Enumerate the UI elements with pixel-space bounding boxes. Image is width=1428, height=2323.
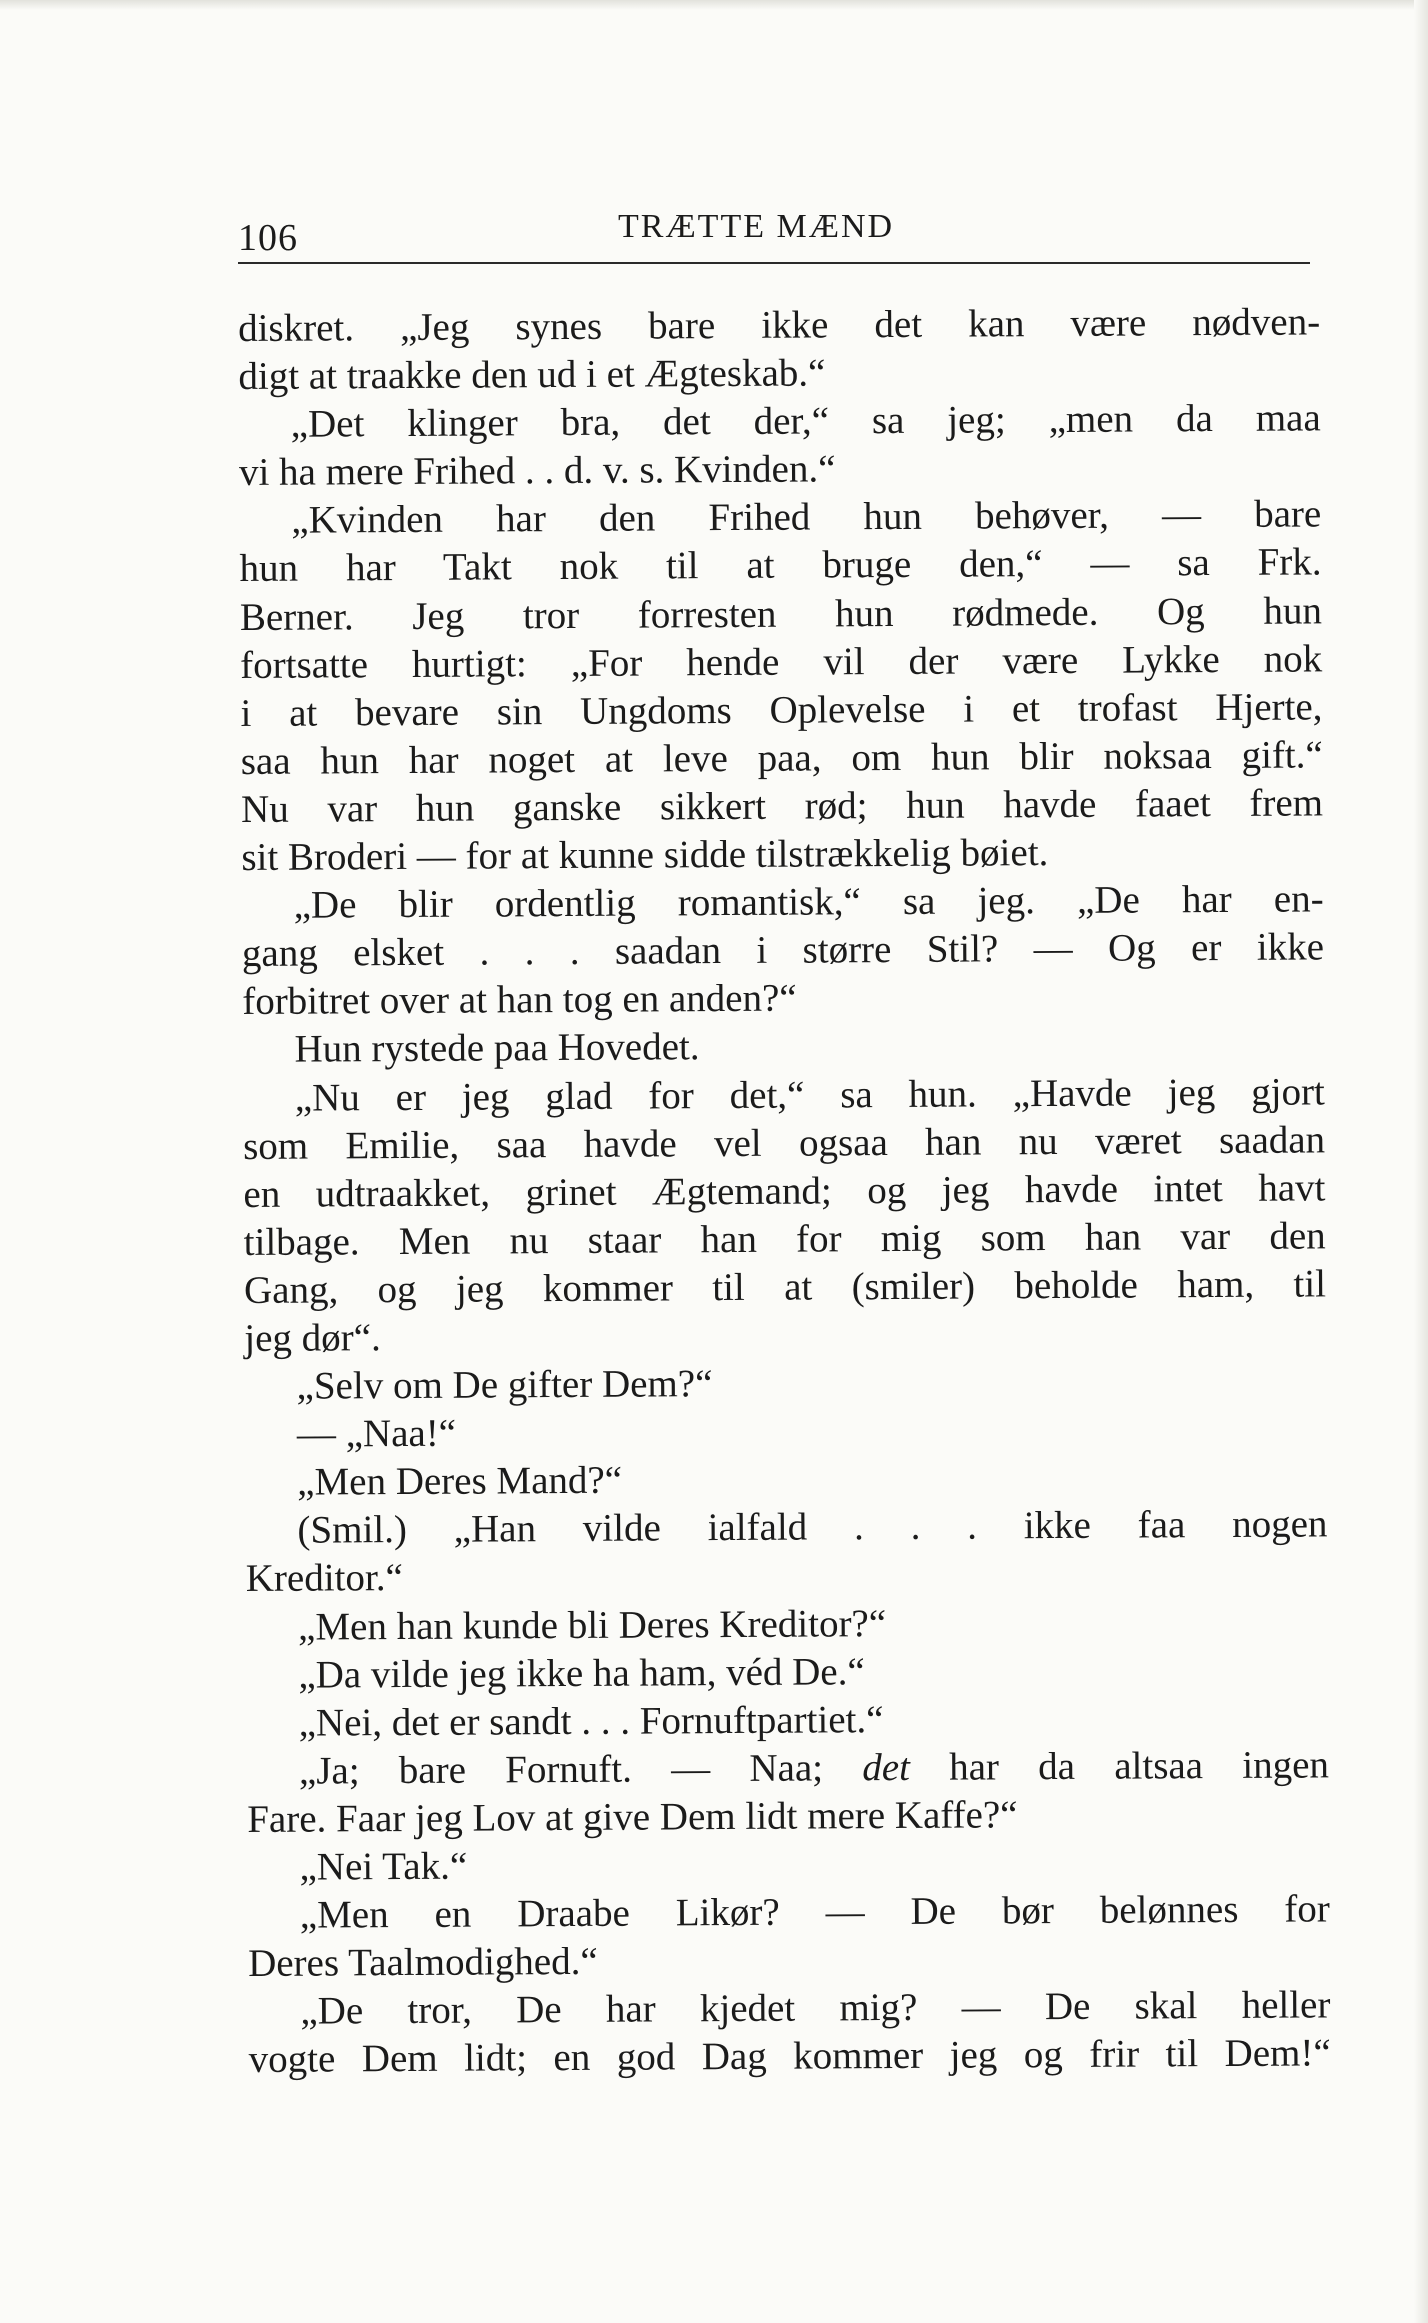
text-line: i at bevare sin Ungdoms Oplevelse i et trofast Hjerte, — [240, 685, 1323, 735]
text-line: Gang, og jeg kommer til at (smiler) beholde ham, til — [243, 1262, 1327, 1312]
text-line: „Nei Tak.“ — [299, 1844, 468, 1889]
text-line: Hun rystede paa Hovedet. — [294, 1025, 700, 1072]
text-line: (Smil.) „Han vilde ialfald . . . ikke faa nogen — [297, 1502, 1328, 1553]
text-line: en udtraakket, grinet Ægtemand; og jeg havde intet havt — [243, 1166, 1326, 1216]
text-line: vogte Dem lidt; en god Dag kommer jeg og frir til Dem!“ — [248, 2031, 1331, 2082]
running-title: TRÆTTE MÆND — [618, 208, 895, 245]
text-line: sit Broderi — for at kunne sidde tilstrækkelig bøiet. — [241, 831, 1049, 880]
text-line: fortsatte hurtigt: „For hende vil der være Lykke nok — [240, 637, 1323, 687]
text-line: Berner. Jeg tror forresten hun rødmede. Og hun — [239, 588, 1323, 639]
text-line: Fare. Faar jeg Lov at give Dem lidt mere Kaffe?“ — [247, 1793, 1018, 1841]
text-line: „Selv om De gifter Dem?“ — [296, 1362, 713, 1408]
text-line: jeg dør“. — [244, 1316, 381, 1360]
text-line: saa hun har noget at leve paa, om hun blir noksaa gift.“ — [240, 733, 1323, 783]
text-line: Kreditor.“ — [245, 1556, 403, 1601]
text-line: „Men Deres Mand?“ — [297, 1458, 623, 1504]
text-line: digt at traakke den ud i et Ægteskab.“ — [238, 351, 826, 399]
text-line: — „Naa!“ — [296, 1411, 457, 1456]
text-line: „Da vilde jeg ikke ha ham, véd De.“ — [298, 1649, 865, 1697]
page-number: 106 — [238, 217, 298, 259]
text-line: „Kvinden har den Frihed hun behøver, — bare — [291, 492, 1322, 543]
text-line: Deres Taalmodighed.“ — [248, 1940, 598, 1986]
text-line: „Men han kunde bli Deres Kreditor?“ — [297, 1601, 887, 1649]
text-line: „Ja; bare Fornuft. — Naa; det har da altsaa ingen — [298, 1743, 1330, 1793]
text-line: som Emilie, saa havde vel ogsaa han nu været saadan — [243, 1117, 1326, 1168]
text-line: gang elsket . . . saadan i større Stil? — Og er ikke — [241, 925, 1325, 976]
text-line: diskret. „Jeg synes bare ikke det kan være nødven- — [238, 300, 1321, 350]
text-line: „Nei, det er sandt . . . Fornuftpartiet.“ — [298, 1697, 884, 1745]
text-line: „Nu er jeg glad for det,“ sa hun. „Havde jeg gjort — [294, 1069, 1325, 1120]
text-line: „Det klinger bra, det der,“ sa jeg; „men da maa — [290, 396, 1321, 446]
text-line: forbitret over at han tog en anden?“ — [242, 976, 797, 1024]
text-line: Nu var hun ganske sikkert rød; hun havde faaet frem — [240, 781, 1324, 831]
text-line: „De blir ordentlig romantisk,“ sa jeg. „De har en- — [293, 877, 1324, 927]
page-edge-right — [1414, 0, 1428, 2323]
text-line: „Men en Draabe Likør? — De bør belønnes for — [299, 1887, 1330, 1937]
text-line: vi ha mere Frihed . . d. v. s. Kvinden.“ — [238, 447, 836, 495]
text-line: tilbage. Men nu staar han for mig som han var den — [243, 1214, 1326, 1264]
body-text — [238, 298, 1331, 2084]
text-line: hun har Takt nok til at bruge den,“ — sa Frk. — [239, 540, 1322, 591]
page-header — [238, 202, 1310, 264]
text-line: „De tror, De har kjedet mig? — De skal heller — [300, 1983, 1331, 2033]
page-edge-top — [0, 0, 1428, 10]
